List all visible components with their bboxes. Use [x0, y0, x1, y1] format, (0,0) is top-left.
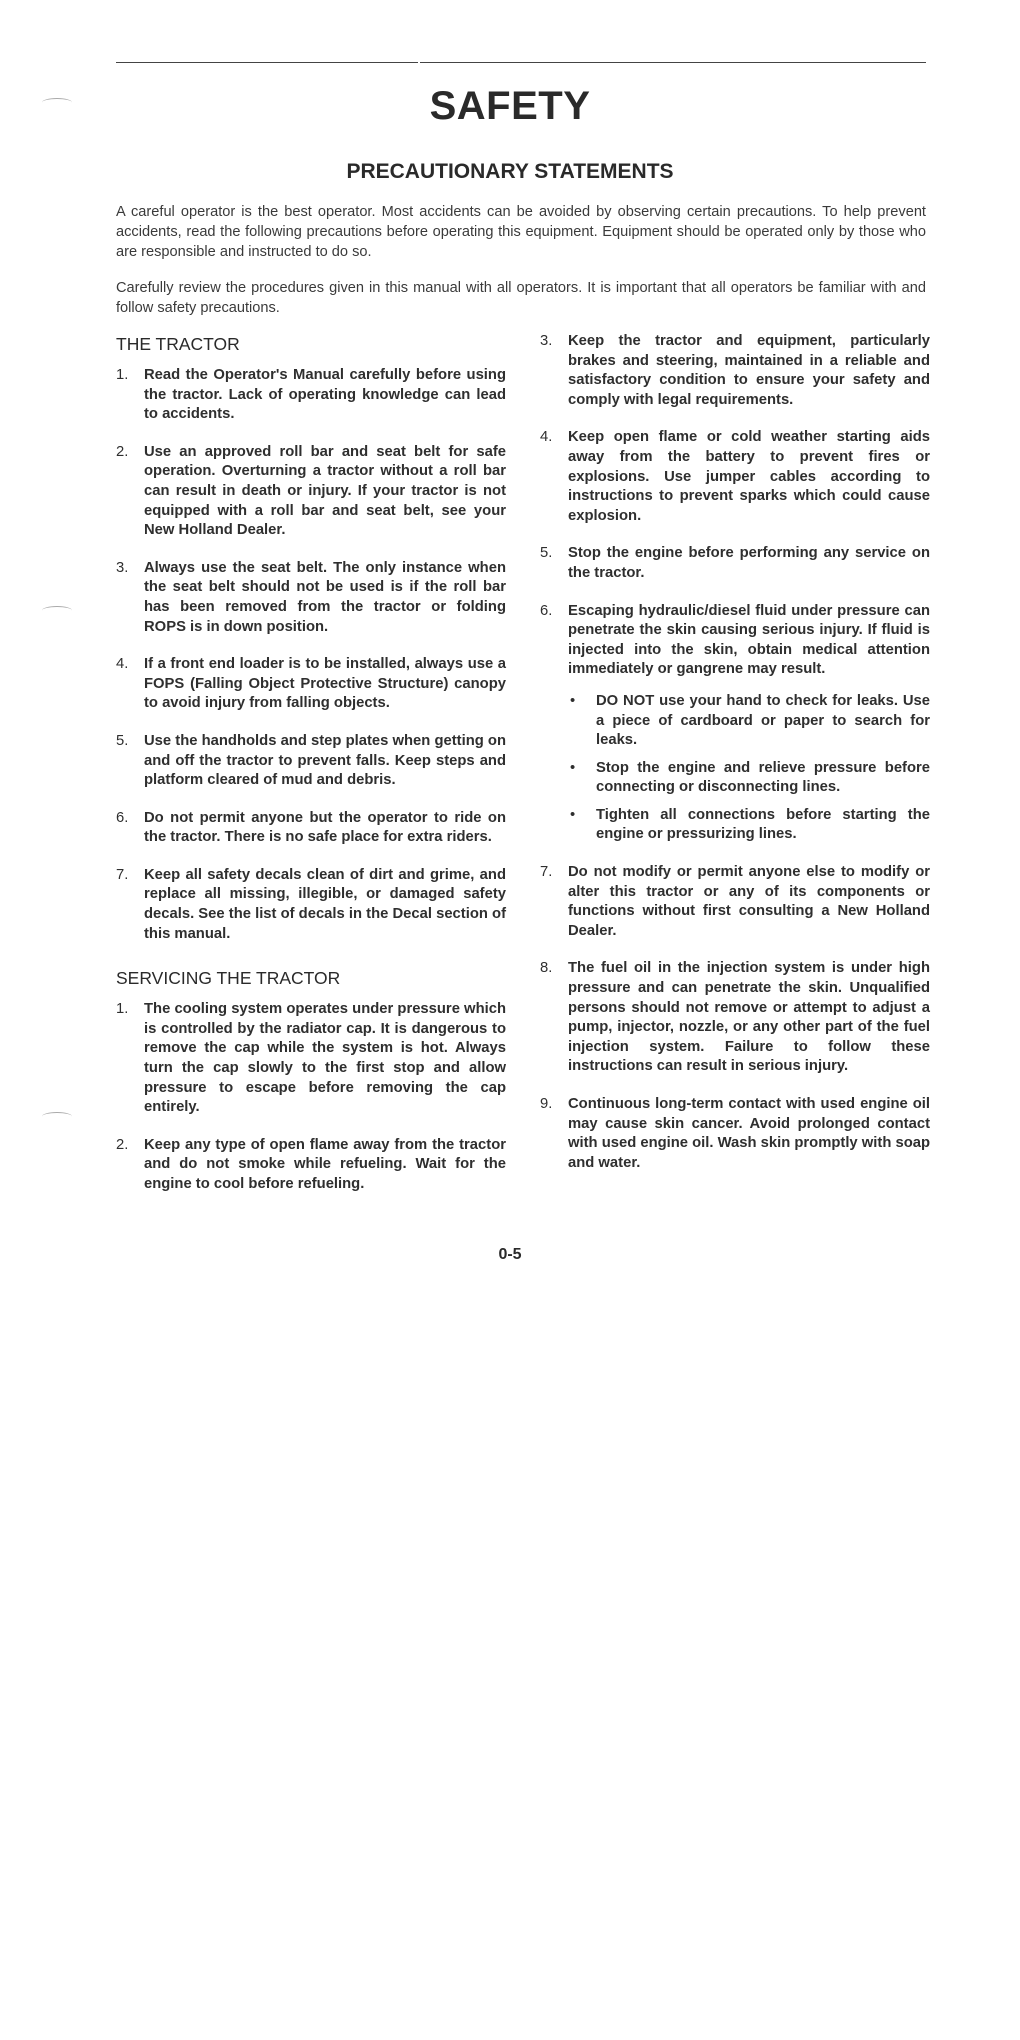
bullet-glyph: • — [570, 692, 576, 709]
list-item — [116, 809, 506, 848]
item-text: Always use the seat belt. The only instance when the seat belt should not be used is if the roll bar has been removed from the tractor or folding ROPS is in down position. — [144, 559, 506, 635]
item-number: 7. — [540, 864, 553, 881]
list-item — [540, 863, 930, 941]
list-item — [116, 1000, 506, 1118]
item-number: 6. — [116, 809, 129, 826]
bullet-text: Stop the engine and relieve pressure before connecting or disconnecting lines. — [596, 759, 930, 796]
left-column — [116, 332, 506, 1213]
item-text: If a front end loader is to be installed, always use a FOPS (Falling Object Protective Structure) canopy to avoid injury from falling objects. — [144, 656, 506, 712]
list-item — [540, 602, 930, 846]
bullet-text: DO NOT use your hand to check for leaks. Use a piece of cardboard or paper to search for leaks. — [596, 692, 930, 749]
item-text: Use the handholds and step plates when getting on and off the tractor to prevent falls. Keep steps and platform cleared of mud and debris. — [144, 732, 506, 789]
leak-check-bullets — [568, 692, 930, 845]
list-item — [116, 366, 506, 425]
bullet-glyph: • — [570, 759, 576, 776]
item-number: 1. — [116, 1001, 129, 1018]
item-number: 5. — [540, 545, 553, 562]
item-number: 7. — [116, 866, 129, 883]
item-number: 2. — [116, 1136, 129, 1153]
page-number: 0-5 — [498, 1246, 522, 1263]
item-text: Keep any type of open flame away from the tractor and do not smoke while refueling. Wait for the engine to cool before refueling. — [144, 1136, 506, 1192]
item-text: Escaping hydraulic/diesel fluid under pressure can penetrate the skin causing serious injury. If fluid is injected into the skin, obtain medical attention immediately or gangrene may result. — [568, 602, 930, 678]
item-text: Keep open flame or cold weather starting aids away from the battery to prevent fires or explosions. Use jumper cables according to instructions to prevent sparks which could cause explosion. — [568, 429, 930, 524]
servicing-heading: SERVICING THE TRACTOR — [116, 968, 341, 989]
item-number: 6. — [540, 602, 553, 619]
list-item — [116, 1136, 506, 1195]
item-number: 2. — [116, 443, 129, 460]
list-item — [116, 655, 506, 714]
item-number: 3. — [540, 333, 553, 349]
item-number: 5. — [116, 732, 129, 749]
item-text: Do not modify or permit anyone else to modify or alter this tractor or any of its components or functions without first consulting a New Holland Dealer. — [568, 864, 930, 939]
item-text: Read the Operator's Manual carefully before using the tractor. Lack of operating knowledge can lead to accidents. — [144, 367, 506, 423]
right-column — [540, 332, 930, 1191]
servicing-list-continued — [540, 332, 930, 1173]
item-text: Keep all safety decals clean of dirt and grime, and replace all missing, illegible, or damaged safety decals. See the list of decals in the Decal section of this manual. — [144, 866, 506, 942]
bullet-item — [568, 759, 930, 798]
top-rule — [116, 62, 926, 63]
list-item — [116, 443, 506, 541]
item-number: 4. — [116, 656, 129, 673]
bullet-text: Tighten all connections before starting the engine or pressurizing lines. — [596, 806, 930, 843]
item-text: Do not permit anyone but the operator to ride on the tractor. There is no safe place for extra riders. — [144, 809, 506, 846]
item-text: The cooling system operates under pressure which is controlled by the radiator cap. It is dangerous to remove the cap while the system is hot. Always turn the cap slowly to the first stop and allow pressure to escape before removing the cap entirely. — [144, 1001, 506, 1116]
bullet-item — [568, 692, 930, 751]
binding-hole-mark — [42, 606, 72, 615]
item-text: Continuous long-term contact with used engine oil may cause skin cancer. Avoid prolonged contact with used engine oil. Wash skin promptly with soap and water. — [568, 1096, 931, 1171]
item-number: 4. — [540, 429, 553, 446]
bullet-glyph: • — [570, 806, 576, 823]
list-item — [540, 959, 930, 1077]
list-item — [540, 544, 930, 583]
rule-gap — [418, 56, 420, 64]
item-text: Stop the engine before performing any service on the tractor. — [568, 545, 930, 581]
item-number: 8. — [540, 960, 553, 977]
item-text: Keep the tractor and equipment, particularly brakes and steering, maintained in a reliable and satisfactory condition to ensure your safety and comply with legal requirements. — [568, 333, 930, 408]
page-title: SAFETY — [429, 84, 591, 128]
item-number: 3. — [116, 559, 129, 576]
bullet-item — [568, 806, 930, 845]
servicing-list — [116, 1000, 506, 1194]
list-item — [116, 866, 506, 944]
tractor-heading: THE TRACTOR — [116, 334, 240, 354]
item-text: Use an approved roll bar and seat belt for safe operation. Overturning a tractor without a roll bar can result in death or injury. If your tractor is not equipped with a roll bar and seat belt, see your New Holland Dealer. — [144, 443, 506, 539]
binding-hole-mark — [42, 1112, 72, 1121]
item-text: The fuel oil in the injection system is under high pressure and can penetrate the skin. Unqualified persons should not remove or attempt to adjust a pump, injector, nozzle, or any other part of the fuel injection system. Failure to follow these instructions can result in serious injury. — [568, 960, 930, 1075]
intro-paragraph: A careful operator is the best operator. Most accidents can be avoided by observing certain precautions. To help prevent accidents, read the following precautions before operating this equipment. Equipment should be operated only by those who are responsible and instructed to do so. — [116, 204, 926, 260]
item-number: 9. — [540, 1096, 553, 1112]
tractor-list — [116, 366, 506, 944]
list-item — [116, 732, 506, 791]
list-item — [540, 428, 930, 526]
item-number: 1. — [116, 367, 129, 383]
section-title: PRECAUTIONARY STATEMENTS — [346, 160, 674, 183]
list-item — [540, 1095, 930, 1173]
list-item — [116, 559, 506, 637]
intro-paragraph: Carefully review the procedures given in this manual with all operators. It is important that all operators be familiar with and follow safety precautions. — [116, 280, 926, 316]
list-item — [540, 332, 930, 410]
